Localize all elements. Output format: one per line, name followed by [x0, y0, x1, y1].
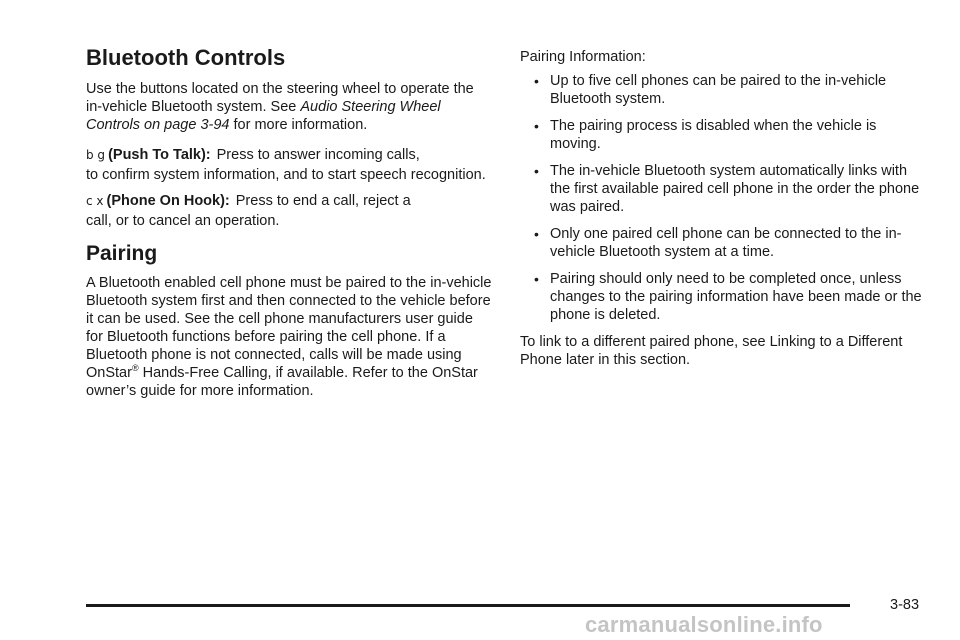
push-to-talk-description — [86, 144, 492, 184]
push-to-talk-text-b: to confirm system information, and to start speech recognition. — [86, 167, 486, 183]
phone-on-hook-description — [86, 190, 492, 230]
bullet-icon: • — [534, 271, 539, 287]
phone-on-hook-text-a: Press to end a call, reject a — [235, 193, 411, 209]
section-heading-bluetooth-controls: Bluetooth Controls — [86, 45, 286, 70]
push-to-talk-icon: b g — [86, 148, 106, 162]
pairing-info-list — [520, 72, 930, 324]
list-item: • Up to five cell phones can be paired to the in-vehicle Bluetooth system. — [534, 73, 887, 107]
intro-paragraph — [86, 80, 492, 134]
page-number: 3-83 — [890, 597, 920, 613]
right-column — [520, 48, 930, 379]
push-to-talk-label: (Push To Talk): — [108, 147, 211, 163]
watermark: carmanualsonline.info — [585, 612, 823, 637]
phone-on-hook-icon: c x — [86, 194, 104, 208]
pairing-info-label: Pairing Information: — [520, 49, 646, 65]
bullet-icon: • — [534, 226, 539, 242]
list-item: • The pairing process is disabled when the vehicle is moving. — [534, 118, 877, 152]
bullet-icon: • — [534, 118, 539, 134]
intro-text: Use the buttons located on the steering wheel to operate the in-vehicle Bluetooth system. See — [86, 81, 474, 115]
pairing-text-a: A Bluetooth enabled cell phone must be paired to the in-vehicle Bluetooth system first and then connected to the vehicle before it can be used. See the cell phone manufacturers user guide for Bluetooth functions before pairing the cell phone. If a Bluetooth phone is not connected, calls will be made using OnStar — [86, 275, 492, 381]
bullet-icon: • — [534, 163, 539, 179]
pairing-paragraph — [86, 274, 492, 400]
left-column — [86, 44, 492, 410]
intro-tail: for more information. — [229, 117, 368, 133]
bullet-icon: • — [534, 73, 539, 89]
cross-reference-link: Audio Steering Wheel Controls on page 3-94 — [86, 99, 441, 133]
footer-divider — [86, 604, 850, 607]
list-item: • Pairing should only need to be completed once, unless changes to the pairing information have been made or the phone is deleted. — [534, 271, 922, 323]
link-phone-paragraph: To link to a different paired phone, see Linking to a Different Phone later in this section. — [520, 334, 903, 368]
phone-on-hook-text-b: call, or to cancel an operation. — [86, 213, 280, 229]
registered-mark: ® — [131, 363, 139, 374]
pairing-text-b: Hands-Free Calling, if available. Refer to the OnStar owner’s guide for more information. — [86, 365, 478, 399]
phone-on-hook-label: (Phone On Hook): — [106, 193, 230, 209]
push-to-talk-text-a: Press to answer incoming calls, — [216, 147, 420, 163]
section-heading-pairing: Pairing — [86, 242, 158, 265]
list-item: • The in-vehicle Bluetooth system automatically links with the first available paired cell phone in the order the phone was paired. — [534, 163, 920, 215]
list-item: • Only one paired cell phone can be connected to the in-vehicle Bluetooth system at a time. — [534, 226, 902, 260]
